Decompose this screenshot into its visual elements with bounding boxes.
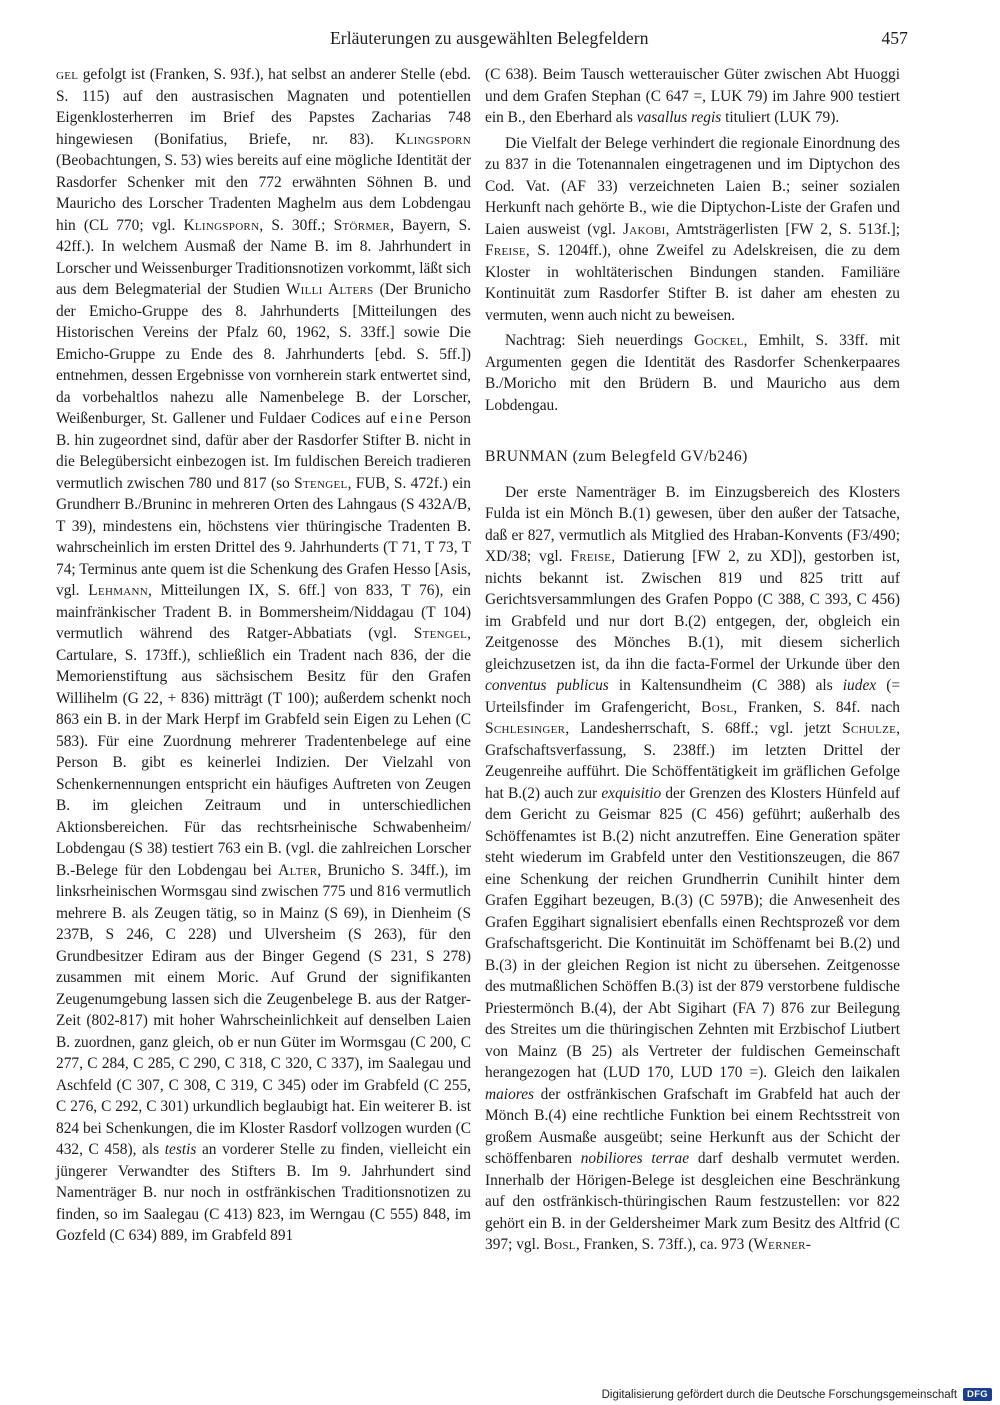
author-ref: Willi Alters: [285, 281, 374, 298]
paragraph: Die Vielfalt der Belege verhindert die regionale Einordnung des zu 837 in die Totenannalen eingetragenen und im Diptychon des Cod. Vat. (AF 33) verzeichneten Laien B.; seiner sozialen Herkunft nach gehörte B., wie die Diptychon-Liste der Grafen und Laien ausweist (vgl. Jakobi, Amtsträgerlisten [FW 2, S. 513f.]; Freise, S. 1204ff.), ohne Zweifel zu Adelskreisen, die zu dem Kloster in wohltäterischen Bindungen standen. Familiäre Kontinuität zum Rasdorfer Stifter B. ist daher am ehesten zu vermuten, wenn auch nicht zu beweisen.: [485, 134, 900, 324]
author-ref: Freise: [485, 242, 526, 259]
left-column: [56, 64, 471, 1247]
author-ref: Schulze: [842, 720, 897, 737]
page-number: 457: [881, 28, 908, 48]
paragraph-continued: gel gefolgt ist (Franken, S. 93f.), hat selbst an anderer Stelle (ebd. S. 115) auf den austrasischen Magnaten und potentiellen Eigenklosterherren im Brief des Papstes Zacharias 748 hingewiesen (Bonifatius, Briefe, nr. 83). Klingsporn (Beobachtungen, S. 53) wies bereits auf eine mögliche Identität der Rasdorfer Schenker mit den 772 erwähnten Söhnen B. und Mauricho des Lorscher Tradenten Maghelm aus dem Lobdengau hin (CL 770; vgl. Klingsporn, S. 30ff.; Störmer, Bayern, S. 42ff.). In welchem Ausmaß der Name B. im 8. Jahrhundert in Lorscher und Weissenburger Traditionsnotizen vorkommt, läßt sich aus dem Belegmaterial der Studien Willi Alters (Der Brunicho der Emicho-Gruppe des 8. Jahrhunderts [Mitteilungen des Historischen Vereins der Pfalz 60, 1962, S. 33ff.] sowie Die Emicho-Gruppe zu Ende des 8. Jahrhunderts [ebd. S. 5ff.]) entnehmen, dessen Ergebnisse von vornherein stark entwertet sind, da vorbehaltlos nahezu alle Namenbelege B. der Lorscher, Weißenburger, St. Gallener und Fuldaer Codices auf eine Person B. hin zugeordnet sind, dafür aber der Rasdorfer Stifter B. nicht in die Belegübersicht einbezogen ist. Im fuldischen Bereich tradieren vermutlich zwischen 780 und 817 (so Stengel, FUB, S. 472f.) ein Grundherr B./Bruninc in mehreren Orten des Lahngaus (S 432A/B, T 39), mindestens ein, höchstens vier thüringische Tradenten B. wahrscheinlich im ersten Drittel des 9. Jahrhunderts (T 71, T 73, T 74; Terminus ante quem ist die Schenkung des Grafen Hesso [Asis, vgl. Lehmann, Mitteilungen IX, S. 6ff.] von 833, T 76), ein mainfränkischer Tradent B. in Bommersheim/Niddagau (T 104) vermutlich während des Ratger-Abbatiats (vgl. Stengel, Cartulare, S. 173ff.), schließlich ein Tradent nach 836, der die Memorienstiftung aus sächsischem Besitz für den Grafen Willihelm (G 22, + 836) mitträgt (T 100); außerdem schenkt noch 863 ein B. in der Mark Herpf im Grabfeld sein Eigen zu Lehen (C 583). Für eine Zuordnung mehrerer Tradentenbelege auf eine Person B. gibt es keinerlei Indizien. Der Vielzahl von Schenkernennungen entspricht ein häufiges Auftreten von Zeugen B. im gleichen Zeitraum und in unterschiedlichen Aktionsbereichen. Für das rechtsrheinische Schwabenheim/ Lobdengau (S 38) testiert 763 ein B. (vgl. die zahlreichen Lorscher B.-Belege für den Lobdengau bei Alter, Brunicho S. 34ff.), im linksrheinischen Wormsgau sind zwischen 775 und 816 vermutlich mehrere B. als Zeugen tätig, so in Mainz (S 69), in Dienheim (S 237B, S 246, C 228) und Ulversheim (S 263), für den Grundbesitzer Ediram aus der Binger Gegend (S 231, S 278) zusammen mit einem Moric. Auf Grund der signifikanten Zeugenumgebung lassen sich die Zeugenbelege B. aus der Ratger-Zeit (802-817) mit hoher Wahrscheinlichkeit auf denselben Laien B. zuordnen, ganz gleich, ob er nun Güter im Wormsgau (C 200, C 277, C 284, C 285, C 290, C 318, C 320, C 337), im Saalegau und Aschfeld (C 307, C 308, C 319, C 345) oder im Grabfeld (C 255, C 276, C 292, C 301) urkundlich beglaubigt hat. Ein weiterer B. ist 824 bei Schenkungen, die im Kloster Rasdorf vollzogen wurden (C 432, C 458), als testis an vorderer Stelle zu finden, vielleicht ein jüngerer Verwandter des Stifters B. Im 9. Jahrhundert sind Namenträger B. nur noch in ostfränkischen Traditionsnotizen zu finden, so im Saalegau (C 413) 823, im Werngau (C 555) 848, im Gozfeld (C 634) 889, im Grabfeld 891: [56, 66, 472, 1244]
author-ref: Freise: [570, 548, 612, 565]
author-ref: Bosl: [543, 1236, 576, 1253]
running-head-title: Erläuterungen zu ausgewählten Belegfeldern: [330, 28, 649, 48]
section-heading-suffix: (zum Belegfeld GV/b246): [568, 448, 748, 465]
paragraph: Der erste Namenträger B. im Einzugsbereich des Klosters Fulda ist ein Mönch B.(1) gewesen, über den außer der Tatsache, daß er 827, vermutlich als Mitglied des Hraban-Konvents (F3/490; XD/38; vgl. Freise, Datierung [FW 2, zu XD]), gestorben ist, nichts bekannt ist. Zwischen 819 und 825 tritt auf Gerichtsversammlungen des Grafen Poppo (C 388, C 393, C 456) im Grabfeld und nur dort B.(2) entgegen, der, obgleich ein Zeitgenosse des Mönches B.(1), mit diesem sicherlich gleichzusetzen ist, da ihn die facta-Formel der Urkunde über den conventus publicus in Kaltensundheim (C 388) als iudex (= Urteilsfinder im Grafengericht, Bosl, Franken, S. 84f. nach Schlesinger, Landesherrschaft, S. 68ff.; vgl. jetzt Schulze, Grafschaftsverfassung, S. 238ff.) im letzten Drittel der Zeugenreihe aufführt. Die Schöffentätigkeit im gräflichen Gefolge hat B.(2) auch zur exquisitio der Grenzen des Klosters Hünfeld auf dem Gericht zu Geismar 825 (C 456) geführt; außerhalb des Schöffenamtes ist B.(2) nicht anzutreffen. Eine Generation später steht wiederum im Grabfeld unter den Vestitionszeugen, die 867 eine Schenkung der reichen Grundherrin Cunihilt hinter dem Grafen Eggihart bezeugen, B.(3) (C 597B); die Anwesenheit des Grafen Eggihart signalisiert ebenfalls einen Rechtsprozeß vor dem Grafschaftsgericht. Die Kontinuität im Schöffenamt bei B.(2) und B.(3) in der gleichen Region ist nicht zu übersehen. Zeitgenosse des mutmaßlichen Schöffen B.(3) ist der 879 verstorbene fuldische Priestermönch B.(4), der Abt Sigihart (FA 7) 876 zur Beilegung des Streites um die thüringischen Zehnten mit Erzbischof Liutbert von Mainz (B 25) als Vertreter der fuldischen Gemeinschaft herangezogen hat (LUD 170, LUD 170 =). Gleich den laikalen maiores der ostfränkischen Grafschaft im Grabfeld hat auch der Mönch B.(4) eine rechtliche Funktion bei einem Rechtsstreit von großem Ausmaße ausgeübt; seine Herkunft aus der Schicht der schöffenbaren nobiliores terrae darf deshalb vermutet werden. Innerhalb der Hörigen-Belege ist desgleichen eine Beschränkung auf den ostfränkisch-thüringischen Raum festzustellen: vor 822 gehört ein B. in der Geldersheimer Mark zum Besitz des Altfrid (C 397; vgl. Bosl, Franken, S. 73ff.), ca. 973 (Werner-: [485, 483, 901, 1253]
latin-term: conventus publicus: [485, 677, 609, 694]
spaced-emphasis: eine: [390, 410, 424, 427]
latin-term: iudex: [842, 677, 877, 694]
latin-term: vasallus regis: [636, 109, 722, 126]
author-ref: Klingsporn: [395, 130, 471, 148]
author-ref: Jakobi: [622, 220, 666, 238]
footer-text: Digitalisierung gefördert durch die Deutsche Forschungsgemeinschaft: [601, 1388, 958, 1401]
author-ref: Werner-: [753, 1236, 812, 1253]
dfg-logo-icon: DFG: [963, 1388, 992, 1401]
section-heading: [485, 446, 900, 468]
author-ref: Schlesinger: [485, 720, 566, 737]
author-ref: Bosl: [701, 698, 734, 716]
author-ref: Störmer: [333, 216, 391, 234]
latin-term: maiores: [485, 1085, 535, 1103]
author-ref: Klingsporn: [183, 216, 260, 234]
author-ref: Stengel: [294, 474, 348, 492]
latin-term: testis: [164, 1141, 197, 1158]
digitization-footer: [602, 1388, 992, 1401]
author-ref: Lehmann: [88, 582, 149, 599]
author-ref: Stengel: [413, 625, 468, 642]
running-head: [330, 28, 908, 49]
right-column: [485, 64, 900, 1256]
latin-term: exquisitio: [601, 784, 662, 802]
section-heading-name: BRUNMAN: [485, 448, 569, 465]
latin-term: nobiliores terrae: [580, 1150, 690, 1167]
author-ref: Alter: [278, 861, 318, 879]
paragraph-continued: (C 638). Beim Tausch wetterauischer Güter zwischen Abt Huoggi und dem Grafen Stephan (C 647 =, LUK 79) im Jahre 900 testiert ein B., den Eberhard als vasallus regis tituliert (LUK 79).: [485, 66, 900, 126]
author-ref: Gockel: [694, 332, 744, 349]
paragraph-nachtrag: Nachtrag: Sieh neuerdings Gockel, Emhilt, S. 33ff. mit Argumenten gegen die Identität des Rasdorfer Schenkerpaares B./Moricho mit den Brüdern B. und Mauricho aus dem Lobdengau.: [485, 332, 900, 414]
